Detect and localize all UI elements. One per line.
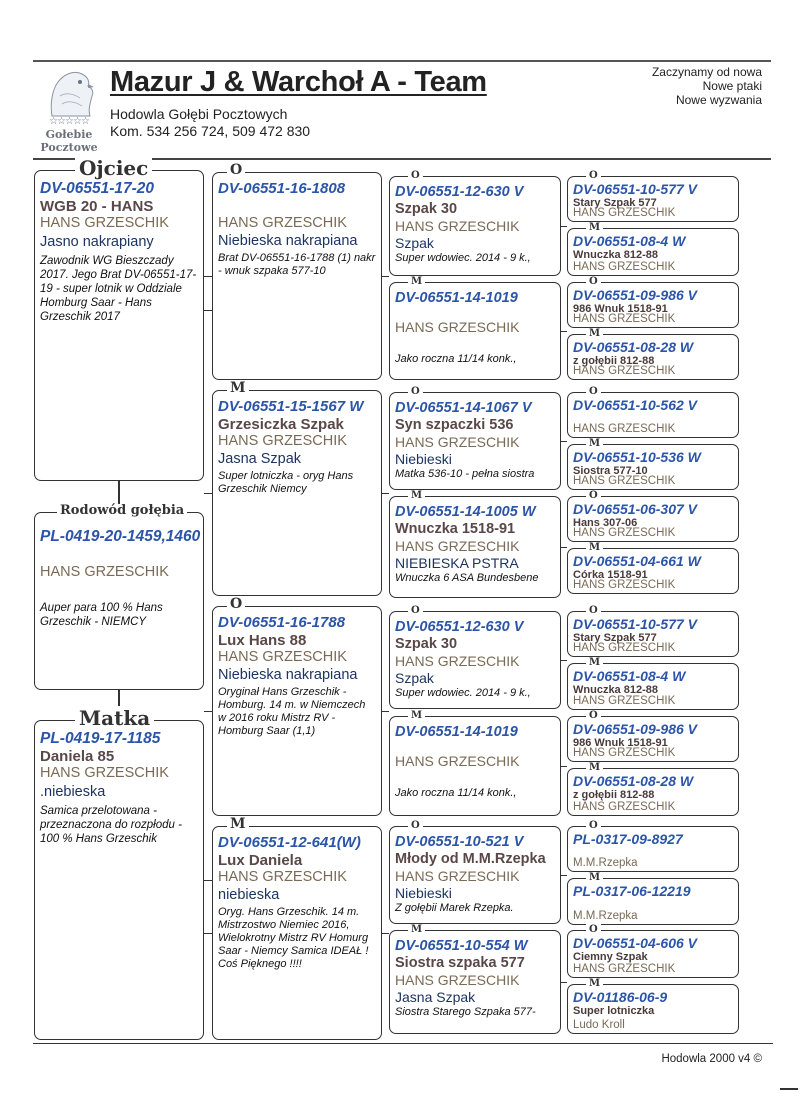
connector-line	[561, 875, 567, 876]
pedigree-card[interactable]	[212, 596, 382, 816]
pedigree-card[interactable]	[567, 978, 739, 1034]
father-card[interactable]	[34, 156, 204, 481]
dam-tag: M	[227, 381, 249, 395]
header-top-rule	[33, 60, 771, 62]
ring-number: DV-06551-10-577 V	[573, 616, 698, 632]
sire-tag: O	[586, 490, 601, 501]
note: Matka 536-10 - pełna siostra	[395, 468, 535, 480]
ring-number: DV-06551-08-4 W	[573, 668, 686, 684]
pedigree-card[interactable]	[567, 872, 739, 925]
ring-number: DV-06551-14-1019	[395, 724, 518, 740]
page-subtitle: Hodowla Gołębi Pocztowych	[110, 106, 288, 122]
ring-number: DV-06551-08-28 W	[573, 773, 694, 789]
pedigree-card[interactable]	[567, 924, 739, 978]
note: Wnuczka 6 ASA Bundesbene	[395, 572, 539, 584]
father-label: Ojciec	[75, 156, 152, 180]
pigeon-name: Lux Hans 88	[218, 632, 307, 649]
connector-line	[204, 493, 212, 494]
pigeon-name: Lux Daniela	[218, 852, 303, 869]
pedigree-card[interactable]	[567, 710, 739, 762]
dam-tag: M	[586, 657, 603, 668]
breeder: HANS GRZESCHIK	[218, 869, 347, 885]
connector-line	[204, 880, 212, 881]
note: Super wdowiec. 2014 - 9 k.,	[395, 252, 531, 264]
motto-line: Nowe ptaki	[702, 79, 762, 93]
motto-line: Nowe wyzwania	[675, 93, 762, 107]
connector-line	[382, 276, 389, 277]
note: Zawodnik WG Bieszczady 2017. Jego Brat DV-06551-17-19 - super lotnik w Oddziale Homburg Saar - Hans Grzeschik 2017	[40, 255, 197, 323]
connector-line	[382, 711, 389, 712]
connector-line	[561, 766, 567, 767]
pigeon-name: Hans 307-06	[573, 517, 638, 529]
pigeon-name: Super lotniczka	[573, 1005, 655, 1017]
ring-number: DV-06551-17-20	[40, 180, 155, 197]
spacer	[395, 336, 555, 353]
motto-line: Zaczynamy od nowa	[651, 65, 762, 79]
pigeon-name: Młody od M.M.Rzepka	[395, 851, 546, 867]
note: Super lotniczka - oryg Hans Grzeschik Niemcy	[218, 470, 354, 495]
connector-line	[204, 711, 212, 712]
pedigree-card[interactable]	[567, 605, 739, 657]
pedigree-card[interactable]	[389, 386, 561, 490]
pigeon-name: Szpak 30	[395, 636, 458, 652]
spacer	[395, 307, 555, 319]
pigeon-head-icon	[44, 66, 96, 118]
ring-number: DV-06551-10-521 V	[395, 834, 524, 850]
pedigree-card[interactable]	[212, 162, 382, 380]
logo-text-line1: Gołebie	[45, 128, 93, 141]
breeder: Ludo Kroll	[573, 1019, 625, 1031]
pedigree-card[interactable]	[567, 820, 739, 872]
pedigree-card[interactable]	[389, 605, 561, 709]
plumage-color: Niebieska nakrapiana	[218, 667, 358, 683]
sire-tag: O	[586, 710, 601, 721]
pedigree-card[interactable]	[567, 276, 739, 328]
subject-label: Rodowód gołębia	[57, 504, 187, 518]
ring-number: DV-06551-08-28 W	[573, 339, 694, 355]
connector-line	[561, 982, 567, 983]
dam-tag: M	[227, 817, 249, 831]
plumage-color: .niebieska	[40, 784, 106, 800]
plumage-color: Niebieska nakrapiana	[218, 233, 358, 249]
ring-number: DV-06551-16-1788	[218, 614, 346, 631]
dam-tag: M	[586, 542, 603, 553]
pigeon-name: Wnuczka 812-88	[573, 249, 658, 261]
ring-number: DV-06551-14-1005 W	[395, 504, 536, 520]
connector-line	[204, 933, 212, 934]
pedigree-card[interactable]	[567, 328, 739, 380]
dam-tag: M	[408, 710, 425, 721]
logo-stars: ☆☆☆☆☆	[49, 116, 89, 127]
sire-tag: O	[227, 163, 245, 177]
note: Brat DV-06551-16-1788 (1) nakr - wnuk szpaka 577-10	[218, 252, 376, 277]
breeder: HANS GRZESCHIK	[40, 564, 169, 580]
pigeon-name: Ciemny Szpak	[573, 951, 648, 963]
sire-tag: O	[408, 820, 423, 831]
sire-tag: O	[586, 170, 601, 181]
note: Auper para 100 % Hans Grzeschik - NIEMCY	[40, 602, 163, 628]
breeder: HANS GRZESCHIK	[218, 649, 347, 665]
ring-number: DV-06551-04-661 W	[573, 553, 701, 569]
pigeon-name: z gołębii 812-88	[573, 355, 655, 367]
ring-number: DV-06551-12-630 V	[395, 184, 524, 200]
pedigree-card[interactable]	[567, 542, 739, 594]
pedigree-card[interactable]	[567, 657, 739, 710]
motto	[652, 65, 762, 107]
ring-number: DV-06551-10-577 V	[573, 181, 698, 197]
ring-number: DV-06551-14-1019	[395, 290, 518, 306]
ring-number: DV-06551-15-1567 W	[218, 398, 364, 415]
pedigree-card[interactable]	[389, 710, 561, 816]
sire-tag: O	[586, 276, 601, 287]
pedigree-card[interactable]	[567, 170, 739, 222]
sire-tag: O	[586, 605, 601, 616]
breeder: HANS GRZESCHIK	[218, 215, 347, 231]
dam-tag: M	[586, 872, 603, 883]
pigeon-name: 986 Wnuk 1518-91	[573, 303, 668, 315]
dam-tag: M	[586, 762, 603, 773]
breeder: HANS GRZESCHIK	[573, 207, 676, 219]
breeder: HANS GRZESCHIK	[395, 868, 520, 884]
spacer	[395, 770, 555, 787]
breeder: HANS GRZESCHIK	[218, 433, 347, 449]
subject-card[interactable]	[34, 503, 204, 690]
note: Oryginał Hans Grzeschik - Homburg. 14 m. w Niemczech w 2016 roku Mistrz RV - Homburg Saar (1,1)	[218, 686, 366, 737]
plumage-color: Szpak	[395, 670, 434, 686]
connector-line	[561, 226, 567, 227]
breeder: M.M.Rzepka	[573, 857, 638, 869]
note: Jako roczna 11/14 konk.,	[395, 353, 517, 365]
breeder: HANS GRZESCHIK	[395, 538, 520, 554]
breeder: HANS GRZESCHIK	[573, 365, 676, 377]
pigeon-name: Siostra szpaka 577	[395, 955, 525, 971]
sire-tag: O	[586, 820, 601, 831]
pigeon-name: WGB 20 - HANS	[40, 198, 154, 215]
pedigree-card[interactable]	[567, 386, 739, 438]
pigeon-name: Stary Szpak 577	[573, 197, 657, 209]
sire-tag: O	[408, 170, 423, 181]
breeder: HANS GRZESCHIK	[40, 215, 169, 231]
pigeon-name: z gołębii 812-88	[573, 789, 655, 801]
pedigree-card[interactable]	[567, 762, 739, 816]
pedigree-card[interactable]	[389, 820, 561, 924]
plumage-color: Szpak	[395, 235, 434, 251]
breeder: HANS GRZESCHIK	[573, 475, 676, 487]
note: Z gołębii Marek Rzepka.	[395, 902, 514, 914]
breeder: HANS GRZESCHIK	[40, 765, 169, 781]
ring-number: DV-01186-06-9	[573, 989, 668, 1005]
scan-edge-mark	[780, 1088, 798, 1090]
breeder: HANS GRZESCHIK	[573, 695, 676, 707]
pedigree-card[interactable]	[389, 924, 561, 1034]
plumage-color: Jasna Szpak	[218, 451, 302, 467]
sire-tag: O	[586, 386, 601, 397]
ring-number: DV-06551-12-641(W)	[218, 834, 361, 851]
plumage-color: niebieska	[218, 887, 280, 903]
pigeon-name: Stary Szpak 577	[573, 632, 657, 644]
pedigree-card[interactable]	[212, 380, 382, 596]
pedigree-card[interactable]	[567, 222, 739, 276]
breeder: HANS GRZESCHIK	[573, 642, 676, 654]
ring-number: DV-06551-14-1067 V	[395, 400, 532, 416]
pigeon-name: Wnuczka 812-88	[573, 684, 658, 696]
dam-tag: M	[408, 276, 425, 287]
dam-tag: M	[586, 328, 603, 339]
connector-line	[561, 441, 567, 442]
plumage-color: Jasno nakrapiany	[40, 234, 154, 250]
note: Oryg. Hans Grzeschik. 14 m. Mistrzostwo Niemiec 2016, Wielokrotny Mistrz RV Homurg Saar - Niemcy Samica IDEAŁ ! Coś Pięknego !!!!	[218, 906, 369, 970]
pedigree-card[interactable]	[389, 490, 561, 598]
footer-credit: Hodowla 2000 v4 ©	[661, 1053, 762, 1065]
ring-number: DV-06551-08-4 W	[573, 233, 686, 249]
note: Jako roczna 11/14 konk.,	[395, 787, 517, 799]
pigeon-name: Daniela 85	[40, 748, 115, 765]
plumage-color: Niebieski	[395, 885, 452, 901]
breeder: HANS GRZESCHIK	[395, 434, 520, 450]
note: Samica przelotowana - przeznaczona do rozpłodu - 100 % Hans Grzeschik	[40, 805, 182, 845]
note: Super wdowiec. 2014 - 9 k.,	[395, 687, 531, 699]
breeder: HANS GRZESCHIK	[573, 801, 676, 813]
ring-number: DV-06551-10-562 V	[573, 397, 698, 413]
pigeon-name: Syn szpaczki 536	[395, 417, 514, 433]
pedigree-card[interactable]	[567, 438, 739, 490]
breeder: HANS GRZESCHIK	[573, 423, 676, 435]
pedigree-card[interactable]	[212, 816, 382, 1040]
pedigree-card[interactable]	[389, 170, 561, 276]
spacer	[395, 741, 555, 753]
mother-card[interactable]	[34, 706, 204, 1040]
plumage-color: Niebieski	[395, 451, 452, 467]
dam-tag: M	[408, 924, 425, 935]
pigeon-name: 986 Wnuk 1518-91	[573, 737, 668, 749]
connector-line	[204, 276, 212, 277]
pigeon-name: Grzesiczka Szpak	[218, 416, 344, 433]
pigeon-name: Córka 1518-91	[573, 569, 648, 581]
breeder: HANS GRZESCHIK	[395, 319, 520, 335]
connector-line	[561, 331, 567, 332]
ring-number: DV-06551-10-554 W	[395, 938, 528, 954]
plumage-color: NIEBIESKA PSTRA	[395, 555, 519, 571]
pedigree-card[interactable]	[567, 490, 739, 542]
ring-number: DV-06551-06-307 V	[573, 501, 698, 517]
breeder: HANS GRZESCHIK	[573, 261, 676, 273]
ring-number: PL-0419-20-1459,1460	[40, 528, 201, 545]
logo	[34, 64, 104, 152]
ring-number: PL-0317-09-8927	[573, 831, 683, 847]
dam-tag: M	[408, 490, 425, 501]
mother-label: Matka	[75, 706, 154, 730]
breeder: HANS GRZESCHIK	[573, 313, 676, 325]
connector-line	[382, 493, 389, 494]
pedigree-card[interactable]	[389, 276, 561, 380]
breeder: HANS GRZESCHIK	[573, 579, 676, 591]
plumage-color: Jasna Szpak	[395, 989, 476, 1005]
ring-number: DV-06551-09-986 V	[573, 287, 698, 303]
note: Siostra Starego Szpaka 577-	[395, 1006, 536, 1018]
logo-text-line2: Pocztowe	[40, 141, 98, 154]
ring-number: PL-0317-06-12219	[573, 883, 691, 899]
breeder: HANS GRZESCHIK	[395, 972, 520, 988]
ring-number: DV-06551-09-986 V	[573, 721, 698, 737]
dam-tag: M	[586, 438, 603, 449]
connector-line	[204, 310, 212, 311]
footer-rule	[33, 1043, 773, 1044]
breeder: HANS GRZESCHIK	[573, 747, 676, 759]
page-title: Mazur J & Warchoł A - Team	[110, 66, 487, 98]
breeder: HANS GRZESCHIK	[395, 218, 520, 234]
ring-number: PL-0419-17-1185	[40, 730, 161, 747]
breeder: HANS GRZESCHIK	[395, 653, 520, 669]
pigeon-name: Wnuczka 1518-91	[395, 521, 516, 537]
dam-tag: M	[586, 222, 603, 233]
ring-number: DV-06551-04-606 V	[573, 935, 698, 951]
connector-line	[561, 547, 567, 548]
breeder: HANS GRZESCHIK	[395, 753, 520, 769]
spacer	[218, 198, 376, 215]
ring-number: DV-06551-12-630 V	[395, 619, 524, 635]
breeder: M.M.Rzepka	[573, 910, 638, 922]
connector-line	[382, 933, 389, 934]
pigeon-name: Szpak 30	[395, 201, 458, 217]
ring-number: DV-06551-10-536 W	[573, 449, 701, 465]
connector-line	[561, 660, 567, 661]
sire-tag: O	[227, 597, 245, 611]
breeder: HANS GRZESCHIK	[573, 963, 676, 975]
sire-tag: O	[586, 924, 601, 935]
breeder: HANS GRZESCHIK	[573, 527, 676, 539]
contact-phones: Kom. 534 256 724, 509 472 830	[110, 123, 311, 139]
ring-number: DV-06551-16-1808	[218, 180, 346, 197]
pigeon-name: Siostra 577-10	[573, 465, 648, 477]
sire-tag: O	[408, 386, 423, 397]
dam-tag: M	[586, 978, 603, 989]
sire-tag: O	[408, 605, 423, 616]
